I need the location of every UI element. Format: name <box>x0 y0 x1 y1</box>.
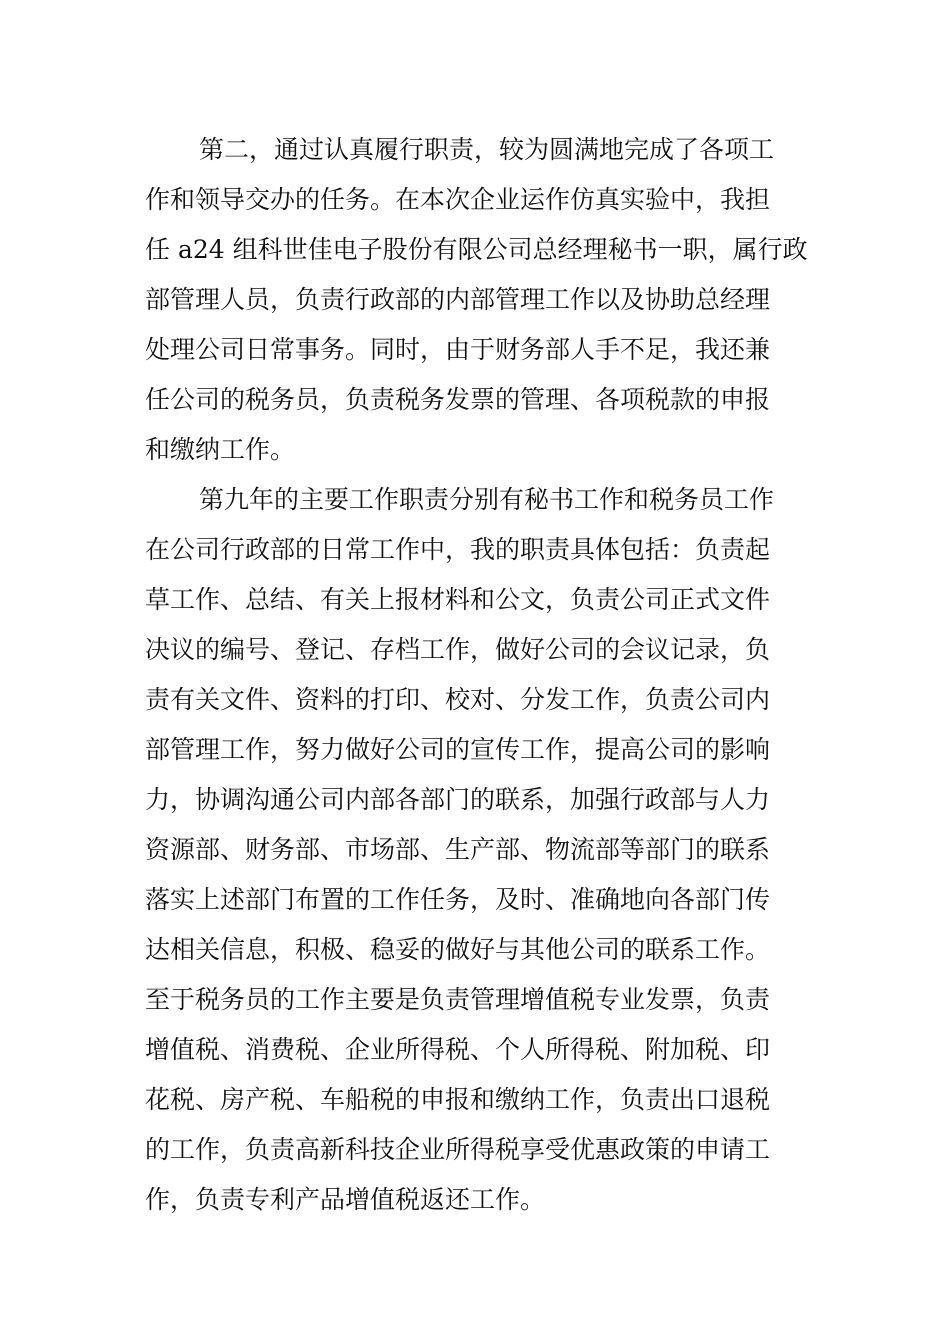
paragraph-1-line-5: 处理公司日常事务。同时，由于财务部人手不足，我还兼 <box>145 335 771 364</box>
paragraph-2-line-7: 力，协调沟通公司内部各部门的联系，加强行政部与人力 <box>145 785 771 814</box>
paragraph-2-line-10: 达相关信息，积极、稳妥的做好与其他公司的联系工作。 <box>145 935 771 964</box>
paragraph-2-line-2: 在公司行政部的日常工作中，我的职责具体包括：负责起 <box>145 535 771 564</box>
paragraph-2-line-12: 增值税、消费税、企业所得税、个人所得税、附加税、印 <box>145 1035 771 1064</box>
paragraph-1-line-3: 任 a24 组科世佳电子股份有限公司总经理秘书一职，属行政 <box>145 235 808 264</box>
paragraph-2-line-1: 第九年的主要工作职责分别有秘书工作和税务员工作 <box>199 485 775 514</box>
paragraph-1-line-6: 任公司的税务员，负责税务发票的管理、各项税款的申报 <box>145 385 771 414</box>
paragraph-2-line-13: 花税、房产税、车船税的申报和缴纳工作，负责出口退税 <box>145 1085 771 1114</box>
paragraph-1-line-7: 和缴纳工作。 <box>145 435 296 464</box>
paragraph-1-line-2: 作和领导交办的任务。在本次企业运作仿真实验中，我担 <box>145 185 771 214</box>
paragraph-2-line-4: 决议的编号、登记、存档工作，做好公司的会议记录，负 <box>145 635 771 664</box>
paragraph-2-line-3: 草工作、总结、有关上报材料和公文，负责公司正式文件 <box>145 585 771 614</box>
paragraph-2-line-9: 落实上述部门布置的工作任务，及时、准确地向各部门传 <box>145 885 771 914</box>
paragraph-1-line-1: 第二，通过认真履行职责，较为圆满地完成了各项工 <box>199 135 775 164</box>
paragraph-2-line-14: 的工作，负责高新科技企业所得税享受优惠政策的申请工 <box>145 1135 771 1164</box>
paragraph-2-line-15: 作，负责专利产品增值税返还工作。 <box>145 1185 546 1214</box>
paragraph-1-line-4: 部管理人员，负责行政部的内部管理工作以及协助总经理 <box>145 285 771 314</box>
paragraph-2-line-8: 资源部、财务部、市场部、生产部、物流部等部门的联系 <box>145 835 771 864</box>
paragraph-2-line-5: 责有关文件、资料的打印、校对、分发工作，负责公司内 <box>145 685 771 714</box>
paragraph-2-line-6: 部管理工作，努力做好公司的宣传工作，提高公司的影响 <box>145 735 771 764</box>
paragraph-2-line-11: 至于税务员的工作主要是负责管理增值税专业发票，负责 <box>145 985 771 1014</box>
body-text <box>145 125 817 1225</box>
